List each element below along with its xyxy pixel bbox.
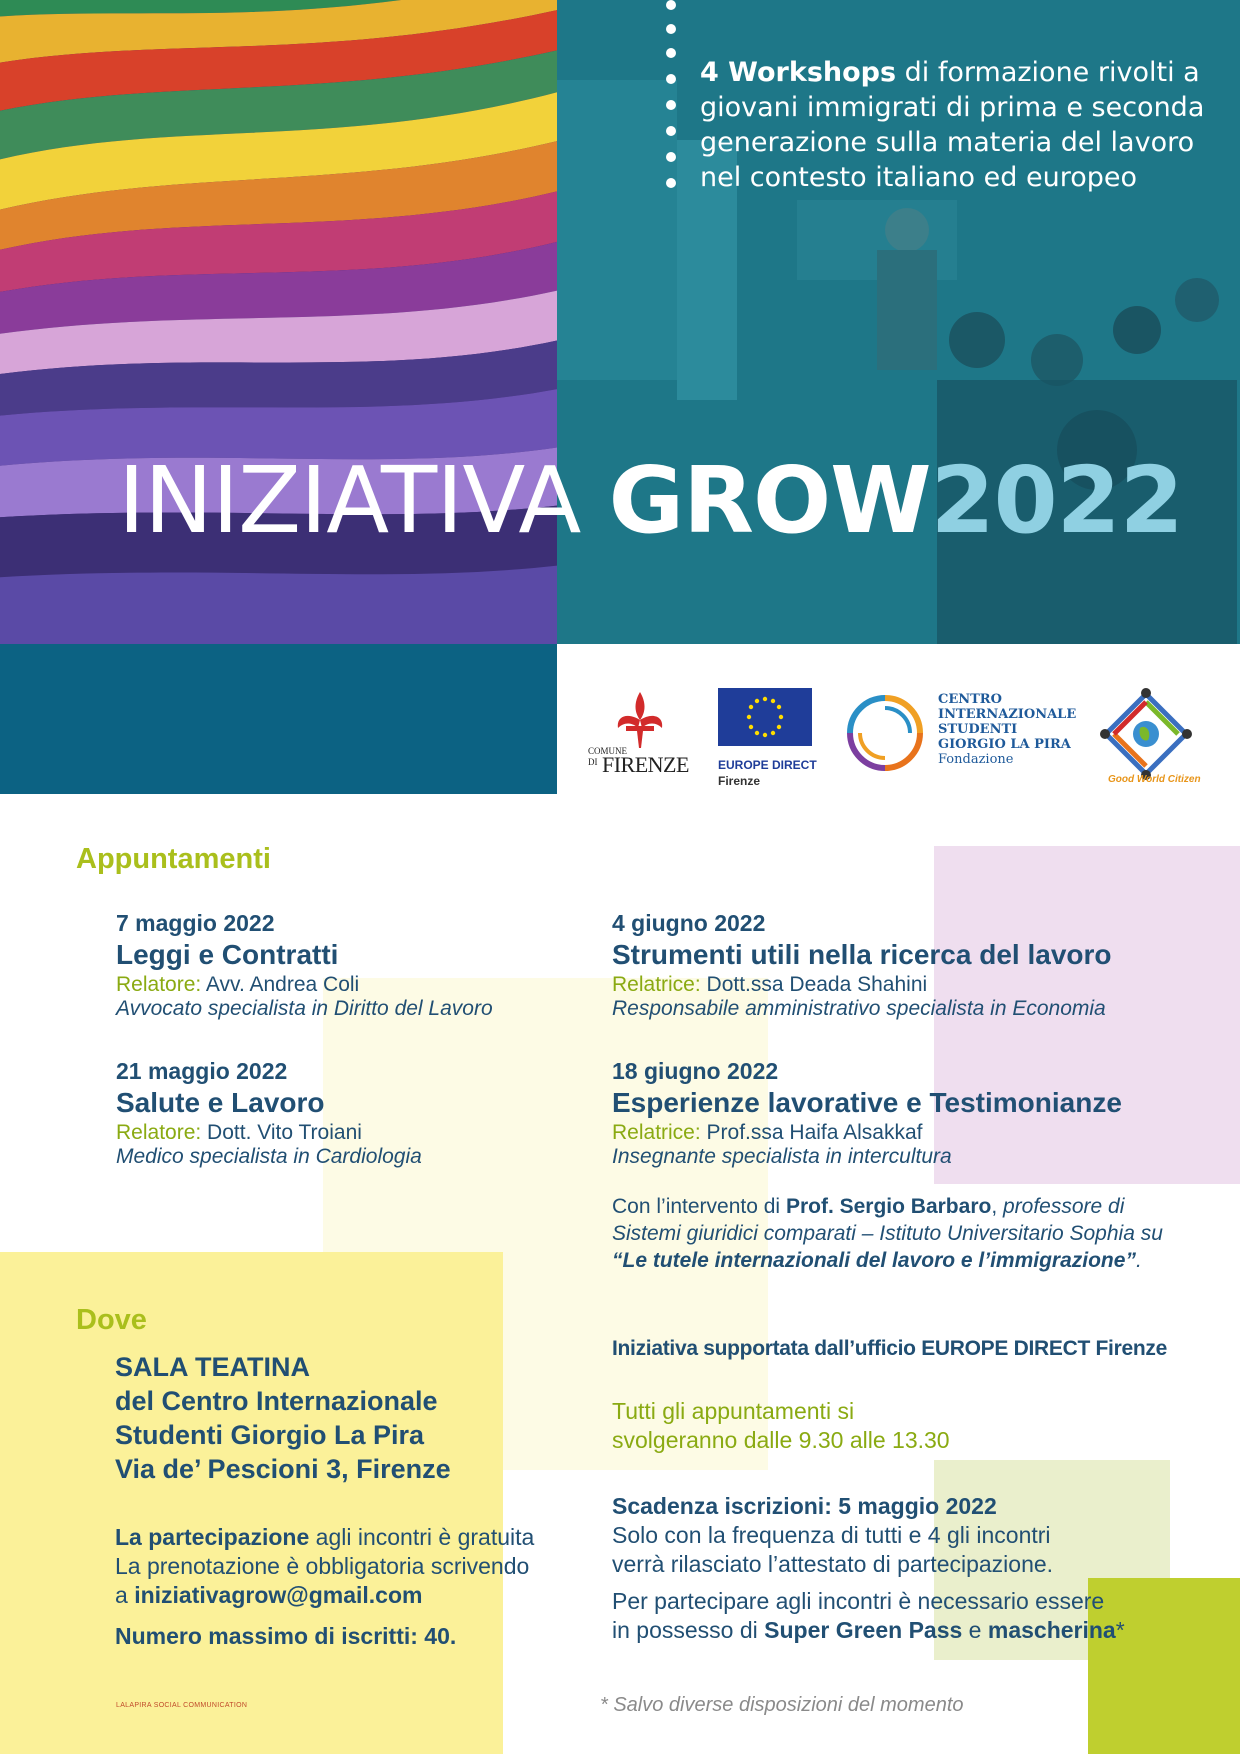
europe-direct-city: Firenze (718, 774, 761, 788)
globe-people-icon (1100, 688, 1192, 780)
registration-line-1: Solo con la frequenza di tutti e 4 gli incontri (612, 1522, 1051, 1548)
main-title (118, 446, 1183, 556)
requirements-line-1: Per partecipare agli incontri è necessario essere (612, 1588, 1105, 1614)
speaker-label: Relatore: (116, 1121, 202, 1144)
requirements-conjunction: e (962, 1617, 988, 1643)
design-credit: LALAPIRA SOCIAL COMMUNICATION (116, 1702, 248, 1709)
contact-email-link[interactable]: iniziativagrow@gmail.com (134, 1582, 423, 1608)
event-card (116, 1058, 536, 1169)
gwc-label: Good World Citizen (1108, 774, 1201, 785)
dot-icon (666, 126, 676, 136)
footnote: * Salvo diverse disposizioni del momento (600, 1694, 964, 1716)
dot-icon (666, 24, 676, 34)
speaker-label: Relatore: (116, 973, 202, 996)
dot-icon (666, 178, 676, 188)
footnote-marker: * (1115, 1617, 1125, 1643)
event-topic: Leggi e Contratti (116, 939, 339, 970)
participation-info (115, 1523, 585, 1651)
event-role: Avvocato specialista in Diritto del Lavoro (116, 997, 493, 1020)
participation-line-2: La prenotazione è obbligatoria scrivendo (115, 1553, 530, 1579)
event-speaker (116, 1121, 536, 1145)
dot-icon (666, 152, 676, 162)
venue-line-2: del Centro Internazionale (115, 1386, 438, 1416)
centro-la-pira-logo (844, 692, 1084, 782)
intro-text: di formazione rivolti a giovani immigrati di prima e seconda generazione sulla materia del lavoro nel contesto italiano ed europeo (700, 57, 1205, 193)
centro-line-5: Fondazione (938, 752, 1014, 767)
fleur-de-lis-icon (610, 690, 670, 750)
dove-title: Dove (76, 1304, 147, 1336)
mask-requirement: mascherina (987, 1617, 1116, 1643)
dot-icon (666, 100, 676, 110)
participation-line-1 (115, 1523, 585, 1552)
firenze-name: FIRENZE (602, 752, 689, 777)
schedule-line-1: Tutti gli appuntamenti si (612, 1398, 855, 1424)
firenze-di: DI (588, 757, 598, 767)
hero-banner (0, 0, 1240, 644)
centro-line-4: GIORGIO LA PIRA (938, 737, 1071, 752)
title-iniziativa: INIZIATIVA (118, 447, 609, 554)
event-card (612, 1058, 1212, 1169)
speaker-name: Avv. Andrea Coli (201, 973, 360, 996)
good-world-citizen-logo (1100, 688, 1200, 788)
intervento-end: . (1135, 1249, 1142, 1272)
registration-info (612, 1492, 1192, 1645)
event-topic: Strumenti utili nella ricerca del lavoro (612, 939, 1112, 970)
comune-firenze-logo (588, 690, 688, 790)
intervento-speaker: Prof. Sergio Barbaro (785, 1195, 992, 1218)
schedule-note (612, 1397, 1172, 1455)
centro-line-1: CENTRO (938, 692, 1002, 707)
event-role: Responsabile amministrativo specialista in Economia (612, 997, 1106, 1020)
venue-address (115, 1350, 515, 1486)
event-topic: Esperienze lavorative e Testimonianze (612, 1087, 1122, 1118)
event-topic: Salute e Lavoro (116, 1087, 325, 1118)
intro-highlight: 4 Workshops (700, 57, 897, 88)
centro-line-2: INTERNAZIONALE (938, 707, 1077, 722)
intervento-prefix: Con l’intervento di (612, 1195, 786, 1218)
event-date: 18 giugno 2022 (612, 1058, 779, 1084)
title-year: 2022 (930, 447, 1183, 554)
event-date: 21 maggio 2022 (116, 1058, 288, 1084)
teal-band (0, 644, 557, 794)
event-speaker (116, 973, 536, 997)
event-role: Insegnante specialista in intercultura (612, 1145, 952, 1168)
speaker-name: Dott. Vito Troiani (201, 1121, 362, 1144)
title-grow: GROW (608, 447, 931, 554)
firenze-comune: COMUNE (588, 746, 628, 756)
event-speaker (612, 1121, 1212, 1145)
europe-direct-logo (718, 688, 828, 788)
intervento-role: professore di Sistemi giuridici comparati – Istituto Universitario Sophia su (612, 1195, 1163, 1245)
venue-street: Via de’ Pescioni 3, Firenze (115, 1454, 451, 1484)
participation-rest: agli incontri è gratuita (309, 1524, 535, 1550)
requirements-line-2 (612, 1616, 1192, 1645)
event-role: Medico specialista in Cardiologia (116, 1145, 422, 1168)
event-date: 4 giugno 2022 (612, 910, 766, 936)
participation-line-3 (115, 1581, 585, 1610)
circle-swirl-icon (844, 692, 926, 774)
dot-icon (666, 0, 676, 10)
intervento-talk: “Le tutele internazionali del lavoro e l’immigrazione” (612, 1249, 1136, 1272)
eu-flag-icon (718, 688, 812, 746)
event-card (116, 910, 536, 1021)
registration-line-2: verrà rilasciato l’attestato di partecipazione. (612, 1551, 1054, 1577)
speaker-name: Dott.ssa Deada Shahini (700, 973, 928, 996)
green-pass-requirement: Super Green Pass (764, 1617, 963, 1643)
intervento-paragraph (612, 1193, 1172, 1274)
appuntamenti-title: Appuntamenti (76, 843, 271, 875)
schedule-line-2: svolgeranno dalle 9.30 alle 13.30 (612, 1427, 950, 1453)
participation-bold: La partecipazione (115, 1524, 310, 1550)
max-participants: Numero massimo di iscritti: 40. (115, 1623, 457, 1649)
speaker-name: Prof.ssa Haifa Alsakkaf (700, 1121, 923, 1144)
support-note: Iniziativa supportata dall’ufficio EUROPE DIRECT Firenze (612, 1337, 1167, 1360)
requirements-prefix: in possesso di (612, 1617, 765, 1643)
email-prefix: a (115, 1582, 135, 1608)
venue-line-3: Studenti Giorgio La Pira (115, 1420, 425, 1450)
event-date: 7 maggio 2022 (116, 910, 275, 936)
event-speaker (612, 973, 1212, 997)
event-card (612, 910, 1212, 1021)
hero-intro (700, 55, 1220, 195)
intervento-sep: , (991, 1195, 1003, 1218)
centro-line-3: STUDENTI (938, 722, 1018, 737)
europe-direct-label: EUROPE DIRECT (718, 758, 817, 772)
speaker-label: Relatrice: (612, 1121, 701, 1144)
speaker-label: Relatrice: (612, 973, 701, 996)
venue-name: SALA TEATINA (115, 1352, 310, 1382)
dot-icon (666, 74, 676, 84)
dot-icon (666, 48, 676, 58)
registration-deadline: Scadenza iscrizioni: 5 maggio 2022 (612, 1493, 997, 1519)
